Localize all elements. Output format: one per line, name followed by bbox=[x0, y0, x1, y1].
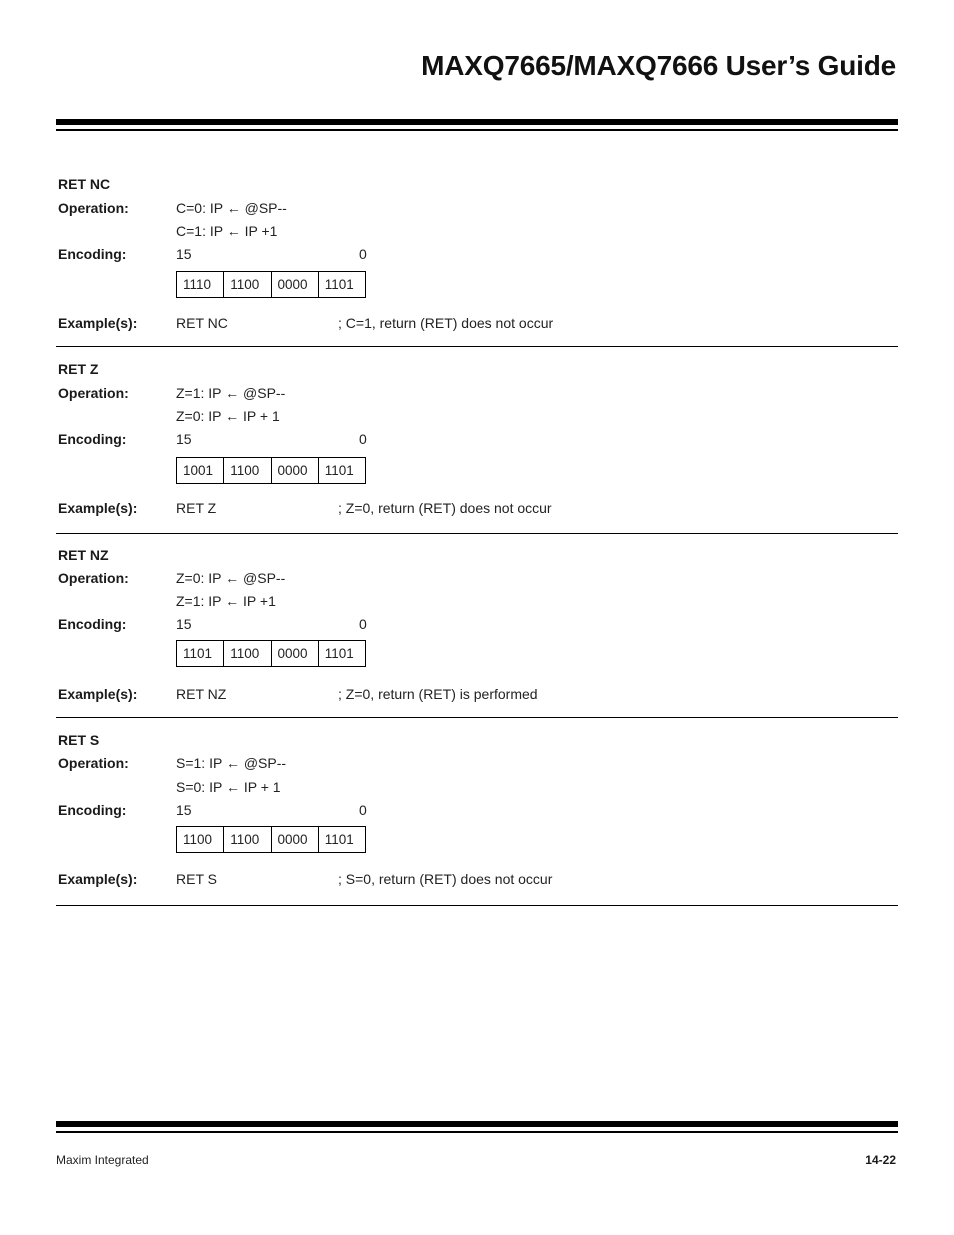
encoding-table bbox=[176, 271, 366, 298]
encoding-nibble: 1101 bbox=[324, 646, 354, 661]
example-code: RET NC bbox=[176, 315, 228, 331]
encoding-table bbox=[176, 826, 366, 853]
page-title: MAXQ7665/MAXQ7666 User’s Guide bbox=[421, 50, 896, 81]
footer-company: Maxim Integrated bbox=[56, 1153, 149, 1167]
header-rule-thin bbox=[56, 129, 898, 131]
page-number: 14-22 bbox=[865, 1153, 896, 1167]
examples-label: Example(s): bbox=[58, 315, 138, 331]
encoding-nibble: 1100 bbox=[224, 827, 271, 852]
encoding-nibble: 1100 bbox=[224, 458, 271, 483]
encoding-nibble: 1101 bbox=[324, 463, 354, 478]
encoding-label: Encoding: bbox=[58, 616, 127, 632]
operation-label: Operation: bbox=[58, 755, 129, 771]
encoding-msb: 15 bbox=[176, 431, 192, 447]
instruction-name: RET Z bbox=[58, 361, 99, 377]
encoding-nibble: 1101 bbox=[177, 641, 224, 666]
operation-line: S=1: IP ← @SP-- bbox=[176, 755, 287, 771]
operation-label: Operation: bbox=[58, 200, 129, 216]
operation-line: Z=1: IP ← IP +1 bbox=[176, 593, 276, 609]
encoding-nibble: 1110 bbox=[177, 272, 224, 297]
operation-line: Z=1: IP ← @SP-- bbox=[176, 385, 286, 401]
instruction-name: RET NC bbox=[58, 176, 111, 192]
encoding-msb: 15 bbox=[176, 616, 192, 632]
examples-label: Example(s): bbox=[58, 871, 138, 887]
encoding-nibble: 0000 bbox=[272, 458, 319, 483]
operation-label: Operation: bbox=[58, 570, 129, 586]
encoding-table bbox=[176, 457, 366, 484]
example-code: RET NZ bbox=[176, 686, 227, 702]
operation-label: Operation: bbox=[58, 385, 129, 401]
example-comment: ; Z=0, return (RET) does not occur bbox=[338, 500, 552, 516]
encoding-lsb: 0 bbox=[359, 802, 367, 818]
encoding-nibble: 0000 bbox=[272, 641, 319, 666]
operation-line: Z=0: IP ← IP + 1 bbox=[176, 408, 280, 424]
instruction-name: RET S bbox=[58, 732, 100, 748]
encoding-nibble: 1101 bbox=[324, 277, 354, 292]
section-divider bbox=[56, 717, 898, 718]
example-comment: ; S=0, return (RET) does not occur bbox=[338, 871, 553, 887]
encoding-nibble: 1100 bbox=[224, 641, 271, 666]
example-comment: ; C=1, return (RET) does not occur bbox=[338, 315, 554, 331]
operation-line: C=1: IP ← IP +1 bbox=[176, 223, 278, 239]
encoding-label: Encoding: bbox=[58, 802, 127, 818]
encoding-label: Encoding: bbox=[58, 431, 127, 447]
encoding-lsb: 0 bbox=[359, 431, 367, 447]
encoding-lsb: 0 bbox=[359, 616, 367, 632]
encoding-nibble: 1100 bbox=[224, 272, 271, 297]
operation-line: C=0: IP ← @SP-- bbox=[176, 200, 287, 216]
encoding-nibble: 1101 bbox=[324, 832, 354, 847]
example-code: RET S bbox=[176, 871, 217, 887]
examples-label: Example(s): bbox=[58, 686, 138, 702]
encoding-nibble: 1100 bbox=[177, 827, 224, 852]
encoding-msb: 15 bbox=[176, 246, 192, 262]
example-comment: ; Z=0, return (RET) is performed bbox=[338, 686, 538, 702]
operation-line: Z=0: IP ← @SP-- bbox=[176, 570, 286, 586]
encoding-label: Encoding: bbox=[58, 246, 127, 262]
examples-label: Example(s): bbox=[58, 500, 138, 516]
instruction-name: RET NZ bbox=[58, 547, 109, 563]
encoding-nibble: 0000 bbox=[272, 827, 319, 852]
footer-rule-thin bbox=[56, 1131, 898, 1133]
encoding-lsb: 0 bbox=[359, 246, 367, 262]
section-divider bbox=[56, 346, 898, 347]
footer-rule-thick bbox=[56, 1121, 898, 1127]
header-rule-thick bbox=[56, 119, 898, 125]
section-divider bbox=[56, 905, 898, 906]
encoding-nibble: 1001 bbox=[177, 458, 224, 483]
example-code: RET Z bbox=[176, 500, 217, 516]
encoding-table bbox=[176, 640, 366, 667]
operation-line: S=0: IP ← IP + 1 bbox=[176, 779, 281, 795]
encoding-nibble: 0000 bbox=[272, 272, 319, 297]
encoding-msb: 15 bbox=[176, 802, 192, 818]
section-divider bbox=[56, 533, 898, 534]
